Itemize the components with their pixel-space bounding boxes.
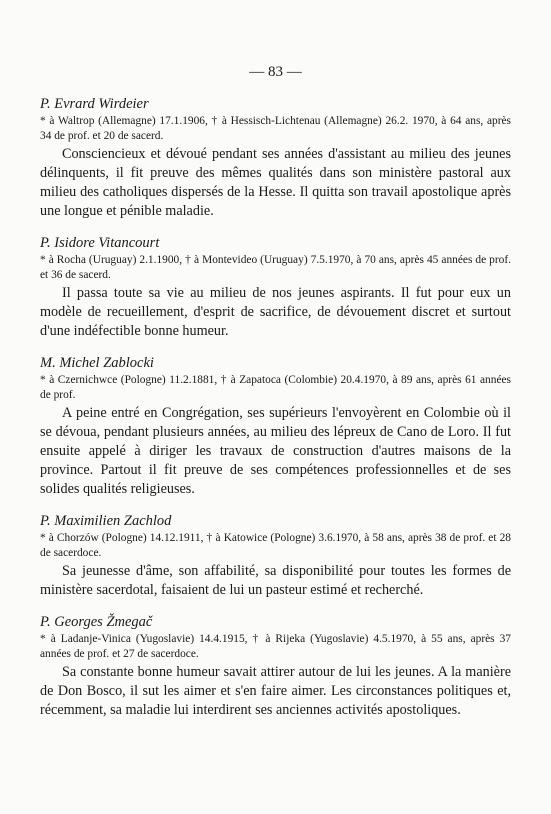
entry-name: M. Michel Zablocki <box>40 355 154 371</box>
page-number: — 83 — <box>249 64 302 80</box>
obituary-list <box>40 96 511 734</box>
obituary-entry <box>40 614 511 720</box>
entry-meta: * à Chorzów (Pologne) 14.12.1911, † à Katowice (Pologne) 3.6.1970, à 58 ans, après 38 de prof. et 28 de sacerdoce. <box>40 532 511 559</box>
entry-meta: * à Rocha (Uruguay) 2.1.1900, † à Montevideo (Uruguay) 7.5.1970, à 70 ans, après 45 années de prof. et 36 de sacerd. <box>40 254 511 281</box>
entry-text: Sa constante bonne humeur savait attirer autour de lui les jeunes. A la manière de Don Bosco, il sut les aimer et s'en faire aimer. Les circonstances politiques et, récemment, sa maladie lui interdirent ses anciennes activités apostoliques. <box>40 664 511 718</box>
entry-text: Il passa toute sa vie au milieu de nos jeunes aspirants. Il fut pour eux un modèle de recueillement, d'esprit de sacrifice, de dévouement discret et surtout d'une indéfectible bonne humeur. <box>40 285 511 339</box>
entry-text: A peine entré en Congrégation, ses supérieurs l'envoyèrent en Colombie où il se dévoua, pendant plusieurs années, au milieu des lépreux de Cano de Loro. Il fut ensuite appelé à diriger les travaux de construction d'autres maisons de la province. Partout il fit preuve de ses compétences professionnelles et de ses solides qualités religieuses. <box>40 405 511 497</box>
obituary-entry <box>40 513 511 600</box>
entry-name: P. Georges Žmegač <box>40 614 153 630</box>
obituary-entry <box>40 96 511 221</box>
entry-name: P. Maximilien Zachlod <box>40 513 172 529</box>
entry-meta: * à Waltrop (Allemagne) 17.1.1906, † à Hessisch-Lichtenau (Allemagne) 26.2. 1970, à 64 ans, après 34 de prof. et 20 de sacerd. <box>40 115 511 142</box>
obituary-entry <box>40 235 511 341</box>
obituary-entry <box>40 355 511 499</box>
entry-text: Sa jeunesse d'âme, son affabilité, sa disponibilité pour toutes les formes de ministère sacerdotal, faisaient de lui un pasteur estimé et recherché. <box>40 563 511 598</box>
entry-meta: * à Ladanje-Vinica (Yugoslavie) 14.4.1915, † à Rijeka (Yugoslavie) 4.5.1970, à 55 ans, après 37 années de prof. et 27 de sacerdoce. <box>40 633 511 660</box>
entry-text: Consciencieux et dévoué pendant ses années d'assistant au milieu des jeunes délinquents, il fit preuve des mêmes qualités dans son ministère pastoral aux milieu des catholiques dispersés de la Hesse. Il quitta son travail apostolique après une longue et pénible maladie. <box>40 146 511 219</box>
entry-name: P. Isidore Vitancourt <box>40 235 160 251</box>
entry-meta: * à Czernichwce (Pologne) 11.2.1881, † à Zapatoca (Colombie) 20.4.1970, à 89 ans, après 61 années de prof. <box>40 374 511 401</box>
entry-name: P. Evrard Wirdeier <box>40 96 149 112</box>
